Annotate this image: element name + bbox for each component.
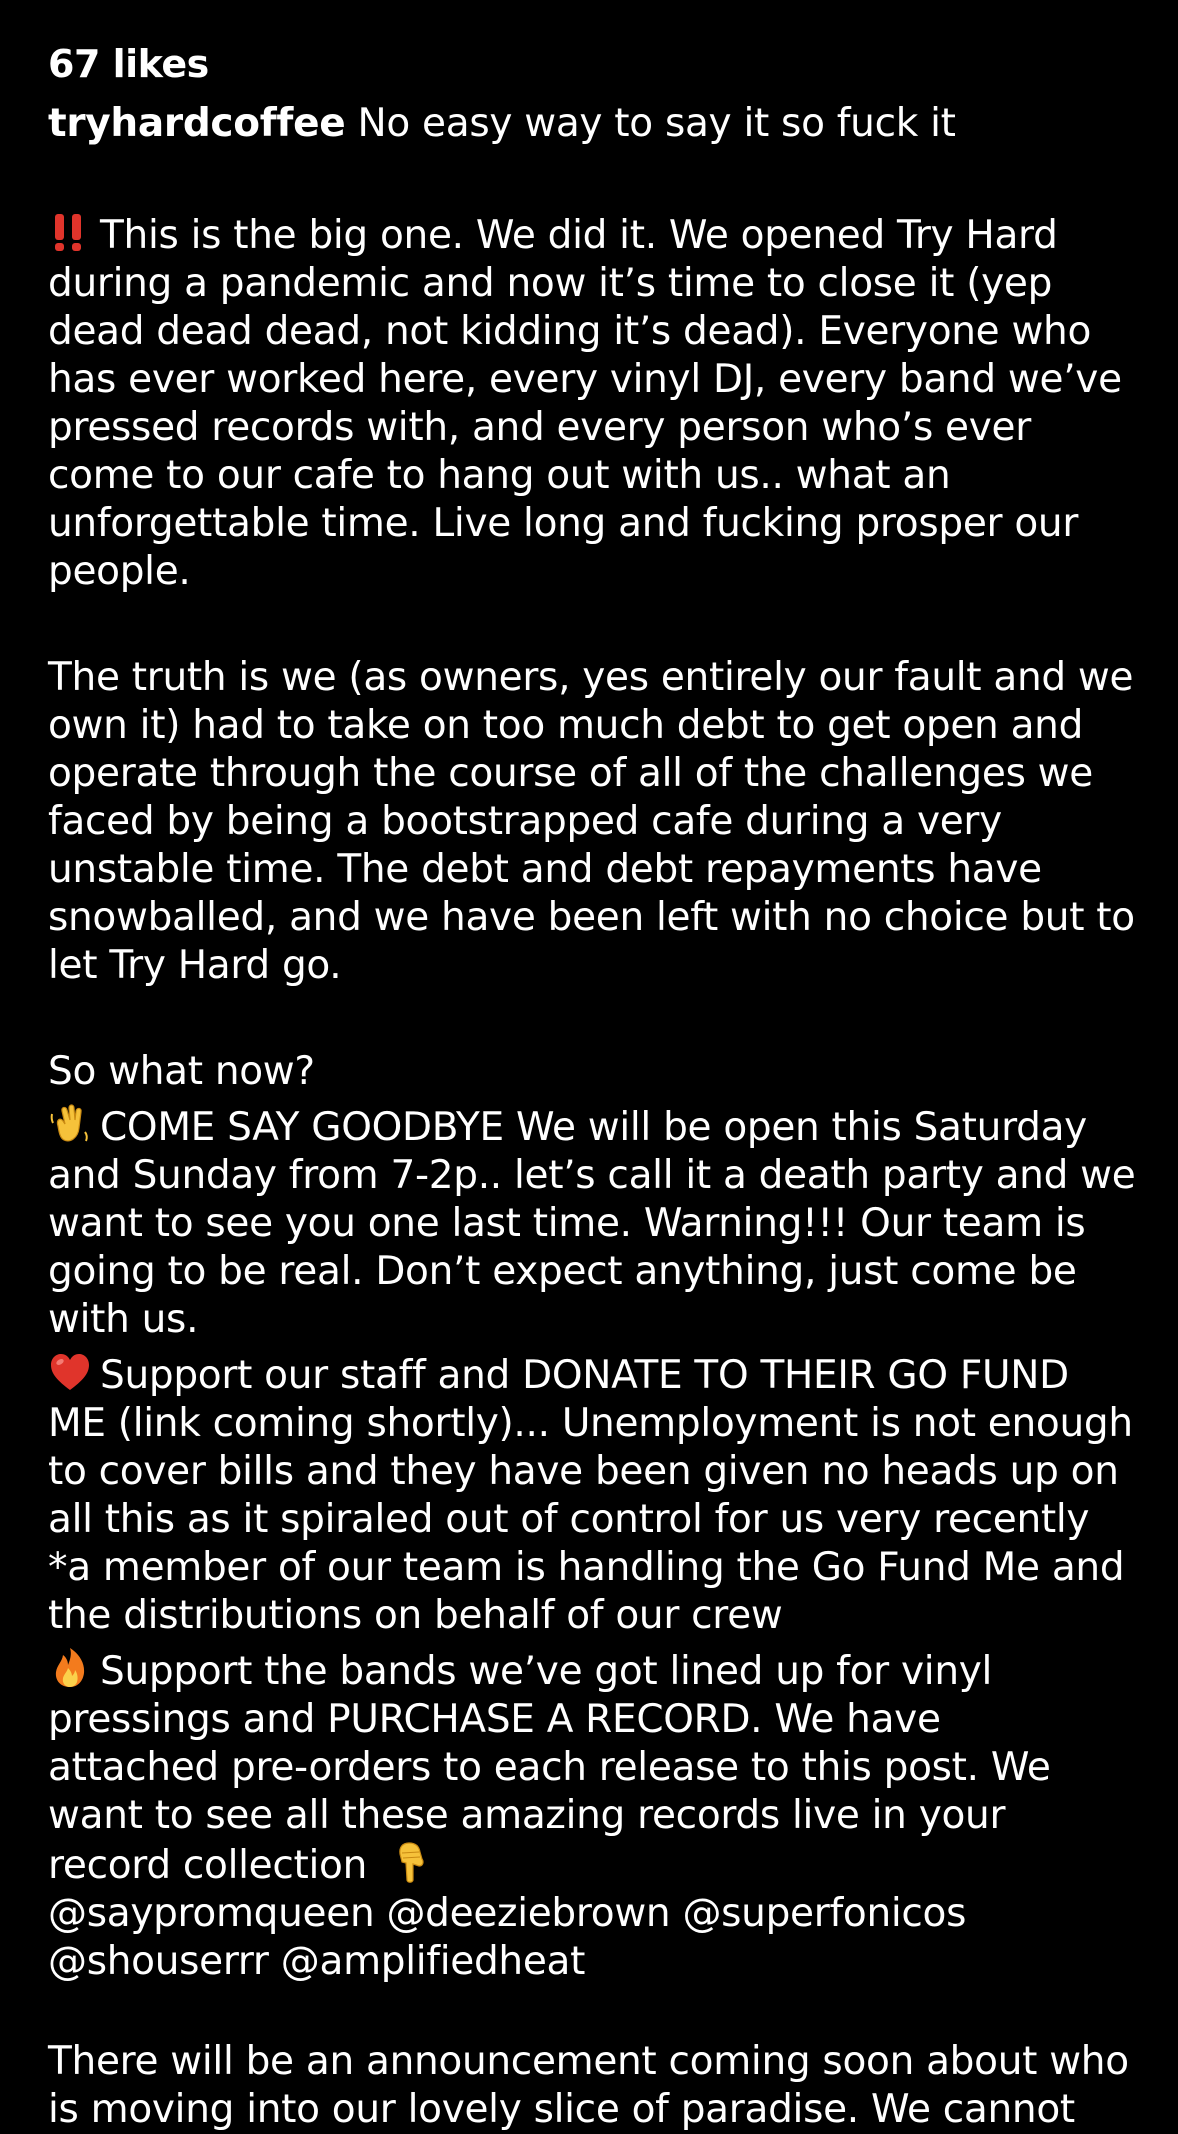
paragraph-announcement xyxy=(48,210,1138,596)
bullet-line: COME SAY GOODBYE We will be open this Saturday xyxy=(100,1105,1087,1150)
paragraph-line: has ever worked here, every vinyl DJ, every band we’ve xyxy=(48,357,1122,402)
paragraph-line: The truth is we (as owners, yes entirely our fault and we xyxy=(48,655,1134,700)
red-heart-icon xyxy=(48,1350,92,1394)
mention-link[interactable]: @saypromqueen xyxy=(48,1891,375,1936)
section-so-what-now xyxy=(48,1048,1138,1986)
bullet-support-staff xyxy=(48,1350,1138,1640)
so-what-heading: So what now? xyxy=(48,1049,315,1094)
bullet-line: the distributions on behalf of our crew xyxy=(48,1593,783,1638)
bullet-line: want to see you one last time. Warning!!! Our team is xyxy=(48,1201,1086,1246)
username-link[interactable]: tryhardcoffee xyxy=(48,101,346,146)
paragraph-line: unstable time. The debt and debt repayments have xyxy=(48,847,1042,892)
mention-link[interactable]: @superfonicos xyxy=(682,1891,967,1936)
bullet-line: Support the bands we’ve got lined up for vinyl xyxy=(100,1649,993,1694)
paragraph-line: unforgettable time. Live long and fucking prosper our xyxy=(48,501,1079,546)
mention-link[interactable]: @amplifiedheat xyxy=(280,1939,586,1984)
bullet-line: record collection xyxy=(48,1843,367,1888)
paragraph-line: during a pandemic and now it’s time to close it (yep xyxy=(48,261,1053,306)
bullet-line: with us. xyxy=(48,1297,199,1342)
paragraph-line: own it) had to take on too much debt to get open and xyxy=(48,703,1084,748)
caption-first-text: No easy way to say it so fuck it xyxy=(357,101,956,146)
paragraph-line: faced by being a bootstrapped cafe during a very xyxy=(48,799,1002,844)
paragraph-line: operate through the course of all of the challenges we xyxy=(48,751,1093,796)
mentions-line xyxy=(48,1938,1138,1986)
paragraph-line: This is the big one. We did it. We opened Try Hard xyxy=(100,213,1058,258)
paragraph-line: dead dead dead, not kidding it’s dead). Everyone who xyxy=(48,309,1092,354)
bullet-line: going to be real. Don’t expect anything, just come be xyxy=(48,1249,1077,1294)
bullet-come-say-goodbye xyxy=(48,1102,1138,1344)
paragraph-line: pressed records with, and every person who’s ever xyxy=(48,405,1031,450)
bullet-support-bands xyxy=(48,1646,1138,1890)
bullet-line: and Sunday from 7-2p.. let’s call it a death party and we xyxy=(48,1153,1136,1198)
mention-link[interactable]: @deeziebrown xyxy=(386,1891,671,1936)
pointing-down-icon xyxy=(389,1840,433,1884)
mention-link[interactable]: @shouserrr xyxy=(48,1939,269,1984)
paragraph-line: come to our cafe to hang out with us.. what an xyxy=(48,453,951,498)
paragraph-line: is moving into our lovely slice of paradise. We cannot xyxy=(48,2087,1075,2132)
bullet-line: Support our staff and DONATE TO THEIR GO FUND xyxy=(100,1353,1069,1398)
paragraph-line: people. xyxy=(48,549,191,594)
paragraph-line: let Try Hard go. xyxy=(48,943,342,988)
fire-icon xyxy=(48,1646,92,1690)
mentions-line xyxy=(48,1890,1138,1938)
bullet-line: all this as it spiraled out of control for us very recently xyxy=(48,1497,1090,1542)
bullet-line: pressings and PURCHASE A RECORD. We have xyxy=(48,1697,941,1742)
bullet-line: ME (link coming shortly)... Unemployment is not enough xyxy=(48,1401,1133,1446)
likes-count[interactable]: 67 likes xyxy=(48,42,209,86)
paragraph-truth xyxy=(48,654,1138,990)
bullet-line: *a member of our team is handling the Go Fund Me and xyxy=(48,1545,1125,1590)
caption-first-line xyxy=(48,100,1138,148)
bullet-line: to cover bills and they have been given no heads up on xyxy=(48,1449,1119,1494)
post-caption xyxy=(48,40,1138,2134)
paragraph-line: There will be an announcement coming soon about who xyxy=(48,2039,1129,2084)
bullet-line: want to see all these amazing records live in your xyxy=(48,1793,1006,1838)
bullet-line: attached pre-orders to each release to this post. We xyxy=(48,1745,1051,1790)
double-exclamation-icon xyxy=(48,210,92,254)
paragraph-closing xyxy=(48,2038,1138,2134)
waving-hand-icon xyxy=(48,1102,92,1146)
paragraph-line: snowballed, and we have been left with no choice but to xyxy=(48,895,1135,940)
